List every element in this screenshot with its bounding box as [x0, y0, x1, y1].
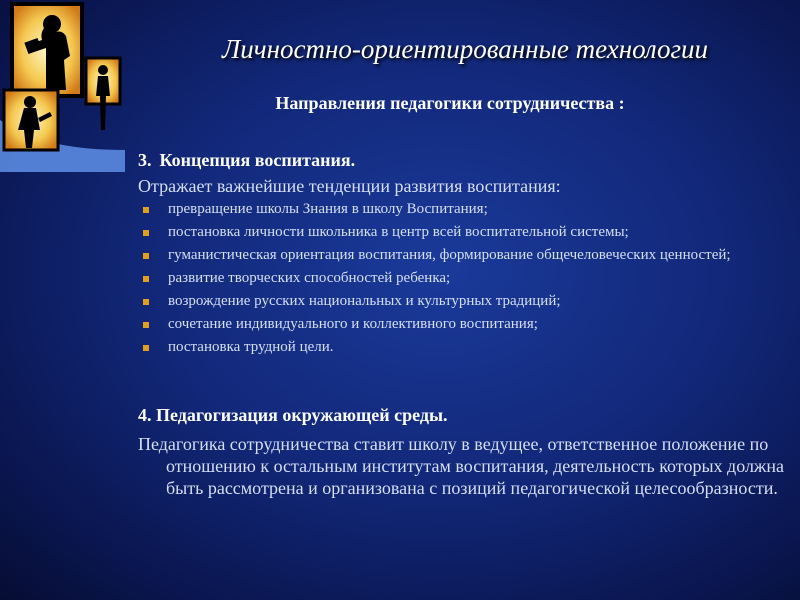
square-bullet-icon — [143, 276, 149, 282]
section3-bullet-list — [138, 201, 778, 362]
square-bullet-icon — [143, 322, 149, 328]
list-item: постановка трудной цели. — [138, 339, 778, 355]
list-item: развитие творческих способностей ребенка; — [138, 270, 778, 286]
square-bullet-icon — [143, 299, 149, 305]
square-bullet-icon — [143, 253, 149, 259]
list-item: постановка личности школьника в центр всей воспитательной системы; — [138, 224, 778, 240]
list-item: превращение школы Знания в школу Воспитания; — [138, 201, 778, 217]
section3-heading-text: Концепция воспитания. — [159, 150, 356, 170]
section3-intro: Отражает важнейшие тенденции развития воспитания: — [138, 176, 561, 196]
list-item: гуманистическая ориентация воспитания, формирование общечеловеческих ценностей; — [138, 247, 778, 263]
silhouettes-logo-icon — [0, 0, 125, 172]
section3-heading — [138, 150, 355, 171]
slide-subtitle: Направления педагогики сотрудничества : — [275, 93, 625, 113]
section3-number: 3. — [138, 150, 152, 170]
square-bullet-icon — [143, 207, 149, 213]
square-bullet-icon — [143, 345, 149, 351]
slide-title: Личностно-ориентированные технологии — [221, 34, 709, 64]
square-bullet-icon — [143, 230, 149, 236]
section4-body: Педагогика сотрудничества ставит школу в ведущее, ответственное положение по отношению к остальным институтам воспитания, деятельность которых должна быть рассмотрена и организована с позиций педагогической целесообразности. — [138, 434, 784, 498]
list-item: возрождение русских национальных и культурных традиций; — [138, 293, 778, 309]
list-item: сочетание индивидуального и коллективного воспитания; — [138, 316, 778, 332]
section4-heading: 4. Педагогизация окружающей среды. — [138, 405, 448, 425]
